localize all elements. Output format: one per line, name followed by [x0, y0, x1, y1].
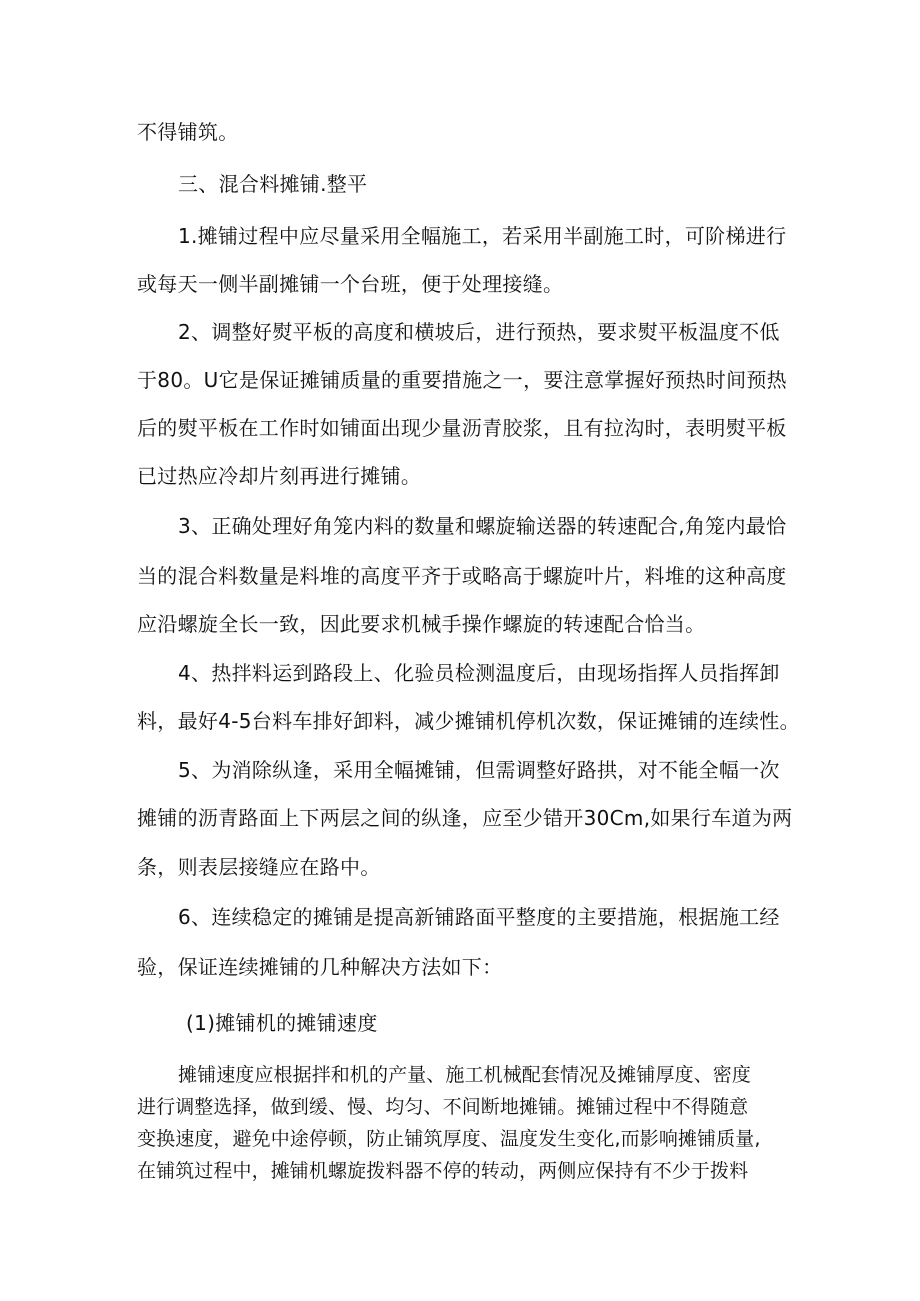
text-line-9: 3、正确处理好角笼内料的数量和螺旋输送器的转速配合,角笼内最恰	[178, 514, 787, 538]
text-line-18: 验，保证连续摊铺的几种解决方法如下：	[137, 955, 503, 979]
text-line-7: 后的熨平板在工作时如铺面出现少量沥青胶浆，且有拉沟时，表明熨平板	[137, 416, 787, 440]
text-line-5: 2、调整好熨平板的高度和横坡后，进行预热，要求熨平板温度不低	[178, 320, 780, 344]
text-line-14: 5、为消除纵逢，采用全幅摊铺，但需调整好路拱，对不能全幅一次	[178, 758, 780, 782]
text-line-12: 4、热拌料运到路段上、化验员检测温度后，由现场指挥人员指挥卸	[178, 661, 780, 685]
text-line-8: 已过热应冷却片刻再进行摊铺。	[137, 464, 422, 488]
text-line-11: 应沿螺旋全长一致，因此要求机械手操作螺旋的转速配合恰当。	[137, 612, 706, 636]
text-line-21: 进行调整选择，做到缓、慢、均匀、不间断地摊铺。摊铺过程中不得随意	[137, 1096, 749, 1118]
text-line-22: 变换速度，避免中途停顿，防止铺筑厚度、温度发生变化,而影响摊铺质量,	[137, 1128, 761, 1150]
text-line-16: 条，则表层接缝应在路中。	[137, 855, 381, 879]
text-line-4: 或每天一侧半副摊铺一个台班，便于处理接缝。	[137, 272, 564, 296]
text-line-23: 在铺筑过程中，摊铺机螺旋拨料器不停的转动，两侧应保持有不少于拨料	[137, 1160, 749, 1182]
text-line-13: 料，最好4-5台料车排好卸料，减少摊铺机停机次数，保证摊铺的连续性。	[137, 709, 800, 733]
text-line-20: 摊铺速度应根据拌和机的产量、施工机械配套情况及摊铺厚度、密度	[178, 1064, 752, 1086]
subsection-heading: (1)摊铺机的摊铺速度	[186, 1011, 378, 1035]
text-line-6: 于80。U它是保证摊铺质量的重要措施之一，要注意掌握好预热时间预热	[137, 368, 787, 392]
text-line-1: 不得铺筑。	[137, 120, 239, 144]
text-line-10: 当的混合料数量是料堆的高度平齐于或略高于螺旋叶片，料堆的这种高度	[137, 564, 787, 588]
text-line-3: 1.摊铺过程中应尽量采用全幅施工，若采用半副施工时，可阶梯进行	[178, 224, 787, 248]
text-line-17: 6、连续稳定的摊铺是提高新铺路面平整度的主要措施，根据施工经	[178, 905, 780, 929]
text-line-15: 摊铺的沥青路面上下两层之间的纵逢，应至少错开30Cm,如果行车道为两	[137, 806, 793, 830]
section-heading: 三、混合料摊铺.整平	[178, 172, 368, 196]
